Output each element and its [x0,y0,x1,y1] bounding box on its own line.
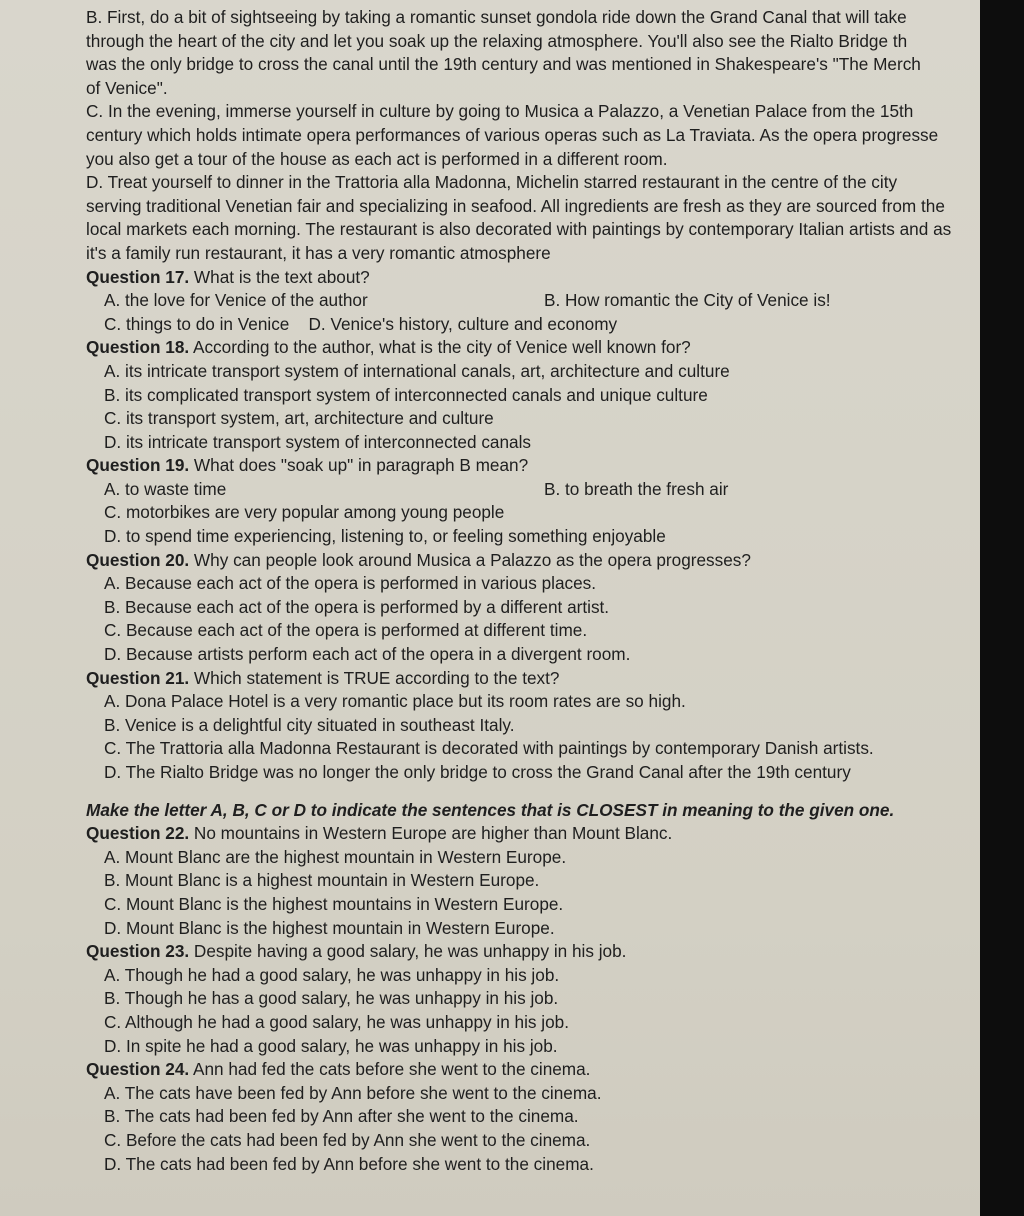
option-d: D. The cats had been fed by Ann before she went to the cinema. [104,1153,594,1174]
option-c: C. Before the cats had been fed by Ann she went to the cinema. [104,1129,591,1150]
worksheet-content [86,6,971,1176]
option-a: A. Mount Blanc are the highest mountain in Western Europe. [104,846,567,867]
option-a: A. to waste time [104,478,227,499]
option-c: C. Because each act of the opera is performed at different time. [104,620,588,641]
passage-line: local markets each morning. The restaurant is also decorated with paintings by contemporary Italian artists and as [86,219,952,240]
option-b: B. its complicated transport system of interconnected canals and unique culture [104,384,708,405]
option-c: C. motorbikes are very popular among young people [104,502,505,523]
question-text: According to the author, what is the city of Venice well known for? [189,337,691,358]
option-c: C. Mount Blanc is the highest mountains in Western Europe. [104,893,564,914]
option-d: D. Venice's history, culture and economy [308,313,618,334]
option-c: C. things to do in Venice [104,313,290,334]
option-a: A. Though he had a good salary, he was unhappy in his job. [104,964,560,985]
option-b: B. Though he has a good salary, he was unhappy in his job. [104,988,559,1009]
passage-line: B. First, do a bit of sightseeing by taking a romantic sunset gondola ride down the Grand Canal that will take [86,7,907,27]
option-b: B. to breath the fresh air [544,478,729,499]
question-label: Question 20. [86,549,190,570]
section-instruction: Make the letter A, B, C or D to indicate the sentences that is CLOSEST in meaning to the given one. [86,799,895,820]
passage-line: D. Treat yourself to dinner in the Trattoria alla Madonna, Michelin starred restaurant in the centre of the city [86,172,898,193]
question-label: Question 19. [86,455,190,476]
option-b: B. The cats had been fed by Ann after she went to the cinema. [104,1106,579,1127]
question-text: What is the text about? [189,266,370,287]
question-text: Despite having a good salary, he was unhappy in his job. [189,941,627,962]
question-label: Question 21. [86,667,190,688]
option-d: D. Because artists perform each act of the opera in a divergent room. [104,644,631,665]
question-text: No mountains in Western Europe are higher than Mount Blanc. [189,823,673,844]
question-21 [86,667,971,785]
option-c: C. its transport system, art, architecture and culture [104,408,494,429]
option-c: C. The Trattoria alla Madonna Restaurant is decorated with paintings by contemporary Danish artists. [104,738,874,759]
option-a: A. its intricate transport system of international canals, art, architecture and culture [104,360,730,381]
question-19 [86,454,971,548]
passage-line: through the heart of the city and let you soak up the relaxing atmosphere. You'll also see the Rialto Bridge th [86,30,908,51]
option-d: D. In spite he had a good salary, he was unhappy in his job. [104,1035,558,1056]
question-23 [86,940,971,1058]
passage-line: it's a family run restaurant, it has a very romantic atmosphere [86,242,551,263]
option-a: A. the love for Venice of the author [104,290,368,311]
question-label: Question 24. [86,1059,190,1080]
option-a: A. Because each act of the opera is performed in various places. [104,573,597,594]
option-d: D. its intricate transport system of interconnected canals [104,431,532,452]
option-a: A. Dona Palace Hotel is a very romantic place but its room rates are so high. [104,691,686,712]
option-a: A. The cats have been fed by Ann before she went to the cinema. [104,1082,602,1103]
passage-line: of Venice". [86,77,168,98]
option-c: C. Although he had a good salary, he was unhappy in his job. [104,1011,570,1032]
option-b: B. Mount Blanc is a highest mountain in Western Europe. [104,870,540,891]
question-text: What does "soak up" in paragraph B mean? [189,455,529,476]
question-18 [86,336,971,454]
reading-passage [86,6,971,266]
question-label: Question 17. [86,266,190,287]
passage-line: C. In the evening, immerse yourself in culture by going to Musica a Palazzo, a Venetian Palace from the 15th [86,101,914,122]
question-24 [86,1058,971,1176]
option-b: B. How romantic the City of Venice is! [544,290,831,311]
question-17 [86,266,971,337]
question-label: Question 18. [86,337,190,358]
question-label: Question 23. [86,941,190,962]
option-d: D. Mount Blanc is the highest mountain in Western Europe. [104,917,555,938]
passage-line: you also get a tour of the house as each act is performed in a different room. [86,148,668,169]
passage-line: serving traditional Venetian fair and specializing in seafood. All ingredients are fresh as they are sourced from the [86,195,945,216]
question-text: Why can people look around Musica a Palazzo as the opera progresses? [189,549,751,570]
question-label: Question 22. [86,823,190,844]
option-d: D. The Rialto Bridge was no longer the only bridge to cross the Grand Canal after the 19th century [104,762,851,782]
option-b: B. Because each act of the opera is performed by a different artist. [104,596,610,617]
passage-line: was the only bridge to cross the canal until the 19th century and was mentioned in Shakespeare's "The Merch [86,54,921,75]
question-text: Ann had fed the cats before she went to the cinema. [189,1059,591,1080]
passage-line: century which holds intimate opera performances of various operas such as La Traviata. As the opera progresse [86,124,939,145]
option-b: B. Venice is a delightful city situated in southeast Italy. [104,714,515,735]
question-20 [86,549,971,667]
question-text: Which statement is TRUE according to the text? [189,667,560,688]
question-22 [86,822,971,940]
option-d: D. to spend time experiencing, listening to, or feeling something enjoyable [104,526,666,547]
